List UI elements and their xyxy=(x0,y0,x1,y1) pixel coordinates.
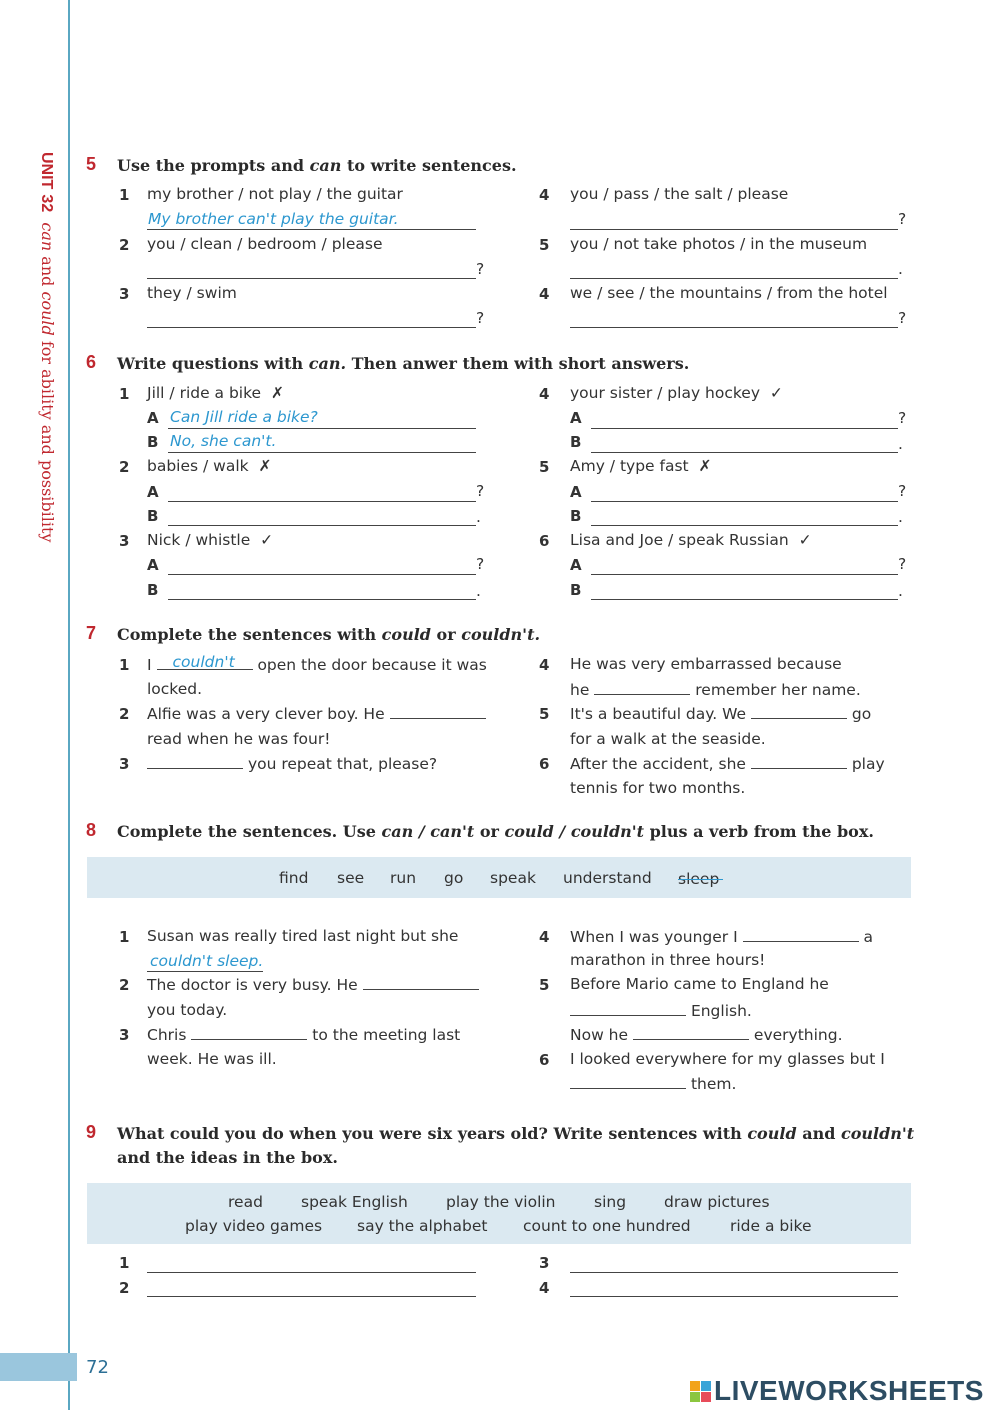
cross-icon: ✗ xyxy=(258,457,272,475)
example-answer: No, she can't. xyxy=(170,432,277,450)
ideas-box xyxy=(87,1183,911,1244)
prompt-text: you / clean / bedroom / please xyxy=(147,235,383,253)
item-number: 2 xyxy=(119,236,130,254)
prompt-text: my brother / not play / the guitar xyxy=(147,185,403,203)
fill-blank[interactable] xyxy=(594,680,690,695)
prompt-text: Jill / ride a bike ✗ xyxy=(147,384,284,402)
label-b: B xyxy=(147,581,159,599)
exercise-5-number: 5 xyxy=(86,154,97,174)
sentence-line: Susan was really tired last night but she xyxy=(147,927,459,945)
item-number: 2 xyxy=(119,705,130,723)
label-b: B xyxy=(570,581,582,599)
line-end-punct: ? xyxy=(898,555,907,573)
item-number: 2 xyxy=(119,976,130,994)
answer-line[interactable] xyxy=(591,428,898,429)
answer-line[interactable] xyxy=(147,1296,476,1297)
prompt-text: you / not take photos / in the museum xyxy=(570,235,868,253)
logo-icon xyxy=(690,1381,712,1403)
sentence-line: The doctor is very busy. He xyxy=(147,975,479,994)
item-number: 1 xyxy=(119,928,130,946)
liveworksheets-logo xyxy=(690,1375,984,1407)
answer-line[interactable] xyxy=(591,574,898,575)
answer-line[interactable] xyxy=(591,599,898,600)
line-end-punct: . xyxy=(898,508,903,526)
label-a: A xyxy=(147,409,159,427)
item-number: 4 xyxy=(539,928,550,946)
ideas-box-item: say the alphabet xyxy=(357,1217,488,1235)
answer-line[interactable] xyxy=(591,525,898,526)
exercise-9-instruction-line2: and the ideas in the box. xyxy=(117,1148,338,1167)
check-icon: ✓ xyxy=(798,531,812,549)
example-answer: Can Jill ride a bike? xyxy=(170,408,318,426)
prompt-text: they / swim xyxy=(147,284,237,302)
prompt-text: Amy / type fast ✗ xyxy=(570,457,712,475)
exercise-9-instruction: What could you do when you were six years old? Write sentences with could and couldn't xyxy=(117,1124,915,1143)
sentence-line: you repeat that, please? xyxy=(147,754,437,773)
item-number: 3 xyxy=(119,532,130,550)
sentence-line: English. xyxy=(570,1001,752,1020)
answer-line[interactable] xyxy=(570,278,898,279)
prompt-text: Nick / whistle ✓ xyxy=(147,531,274,549)
item-number: 5 xyxy=(539,458,550,476)
exercise-6-number: 6 xyxy=(86,352,97,372)
sentence-line: It's a beautiful day. We go xyxy=(570,705,872,723)
item-number: 4 xyxy=(539,186,550,204)
sentence-line: week. He was ill. xyxy=(147,1050,277,1068)
fill-blank[interactable] xyxy=(570,1074,686,1089)
item-number: 4 xyxy=(539,656,550,674)
item-number: 5 xyxy=(539,705,550,723)
ideas-box-item: speak English xyxy=(301,1193,408,1211)
page-number-bar xyxy=(0,1353,77,1381)
item-number: 2 xyxy=(119,458,130,476)
item-number: 4 xyxy=(539,285,550,303)
line-end-punct: ? xyxy=(476,309,485,327)
sentence-line: Now he everything. xyxy=(570,1026,843,1044)
answer-line[interactable] xyxy=(591,452,898,453)
word-box-item: speak xyxy=(490,869,536,887)
fill-blank[interactable] xyxy=(157,655,253,670)
answer-line[interactable] xyxy=(168,574,476,575)
item-number: 6 xyxy=(539,755,550,773)
line-end-punct: ? xyxy=(476,482,485,500)
sentence-line: read when he was four! xyxy=(147,730,331,748)
line-end-punct: . xyxy=(898,435,903,453)
sentence-line: tennis for two months. xyxy=(570,779,746,797)
sentence-line: I couldn't open the door because it was xyxy=(147,653,487,674)
prompt-text: Lisa and Joe / speak Russian ✓ xyxy=(570,531,812,549)
sentence-line: Chris to the meeting last xyxy=(147,1026,461,1044)
answer-line[interactable] xyxy=(168,525,476,526)
line-end-punct: ? xyxy=(898,482,907,500)
exercise-5-instruction: Use the prompts and can to write sentences. xyxy=(117,156,517,175)
page-number: 72 xyxy=(86,1357,109,1378)
sentence-line: marathon in three hours! xyxy=(570,951,766,969)
answer-line[interactable] xyxy=(147,327,476,328)
sentence-line: When I was younger I a xyxy=(570,928,874,946)
sentence-line: he remember her name. xyxy=(570,681,861,699)
label-a: A xyxy=(147,556,159,574)
word-box-item: see xyxy=(337,869,365,887)
example-answer: couldn't sleep. xyxy=(150,952,264,970)
label-b: B xyxy=(570,433,582,451)
sentence-line: After the accident, she play xyxy=(570,755,885,773)
label-a: A xyxy=(570,556,582,574)
word-box xyxy=(87,857,911,898)
unit-side-title: UNIT 32 can and could for ability and possibility xyxy=(38,152,57,543)
answer-line[interactable] xyxy=(168,452,476,453)
fill-blank[interactable] xyxy=(751,704,847,719)
item-number: 1 xyxy=(119,1254,130,1272)
ideas-box-item: count to one hundred xyxy=(523,1217,691,1235)
logo-text: LIVEWORKSHEETS xyxy=(714,1375,984,1406)
fill-blank[interactable] xyxy=(191,1025,307,1040)
fill-blank[interactable] xyxy=(390,704,486,719)
line-end-punct: ? xyxy=(898,309,907,327)
sentence-line: locked. xyxy=(147,680,203,698)
word-box-item-used: sleep xyxy=(678,870,720,888)
ideas-box-item: sing xyxy=(594,1193,627,1211)
label-a: A xyxy=(147,483,159,501)
check-icon: ✓ xyxy=(769,384,783,402)
ideas-box-item: draw pictures xyxy=(664,1193,770,1211)
sentence-line: I looked everywhere for my glasses but I xyxy=(570,1050,885,1068)
exercise-6-instruction: Write questions with can. Then anwer them with short answers. xyxy=(117,354,690,373)
prompt-text: you / pass / the salt / please xyxy=(570,185,789,203)
item-number: 4 xyxy=(539,385,550,403)
answer-line[interactable] xyxy=(570,1296,898,1297)
exercise-9-number: 9 xyxy=(86,1122,97,1142)
label-b: B xyxy=(147,507,159,525)
word-box-item: understand xyxy=(563,869,652,887)
answer-line[interactable] xyxy=(168,599,476,600)
item-number: 3 xyxy=(119,755,130,773)
answer-line[interactable] xyxy=(570,327,898,328)
sentence-line: Alfie was a very clever boy. He xyxy=(147,704,486,723)
answer-line[interactable] xyxy=(168,428,476,429)
item-number: 3 xyxy=(119,1026,130,1044)
line-end-punct: . xyxy=(898,260,903,278)
answer-line[interactable] xyxy=(147,1272,476,1273)
example-answer: couldn't xyxy=(172,653,235,671)
answer-line[interactable] xyxy=(591,501,898,502)
line-end-punct: ? xyxy=(476,260,485,278)
prompt-text: your sister / play hockey ✓ xyxy=(570,384,783,402)
prompt-text: we / see / the mountains / from the hotel xyxy=(570,284,888,302)
exercise-7-number: 7 xyxy=(86,623,97,643)
label-a: A xyxy=(570,409,582,427)
item-number: 4 xyxy=(539,1279,550,1297)
margin-rule xyxy=(68,0,70,1410)
ideas-box-item: ride a bike xyxy=(730,1217,812,1235)
item-number: 5 xyxy=(539,976,550,994)
check-icon: ✓ xyxy=(260,531,274,549)
fill-blank[interactable] xyxy=(570,1001,686,1016)
label-b: B xyxy=(570,507,582,525)
cross-icon: ✗ xyxy=(270,384,284,402)
ideas-box-item: play the violin xyxy=(446,1193,556,1211)
ideas-box-item: play video games xyxy=(185,1217,323,1235)
fill-blank[interactable] xyxy=(743,927,859,942)
exercise-8-instruction: Complete the sentences. Use can / can't or could / couldn't plus a verb from the box. xyxy=(117,822,874,841)
fill-blank[interactable] xyxy=(147,754,243,769)
answer-line[interactable] xyxy=(147,971,263,972)
prompt-text: babies / walk ✗ xyxy=(147,457,272,475)
item-number: 3 xyxy=(539,1254,550,1272)
item-number: 1 xyxy=(119,656,130,674)
answer-line[interactable] xyxy=(168,501,476,502)
answer-line[interactable] xyxy=(147,229,476,230)
item-number: 6 xyxy=(539,1051,550,1069)
answer-line[interactable] xyxy=(570,1272,898,1273)
sentence-line: for a walk at the seaside. xyxy=(570,730,766,748)
ideas-box-item: read xyxy=(228,1193,263,1211)
line-end-punct: . xyxy=(476,582,481,600)
word-box-item: go xyxy=(444,869,464,887)
sentence-line: them. xyxy=(570,1074,736,1093)
cross-icon: ✗ xyxy=(698,457,712,475)
item-number: 1 xyxy=(119,385,130,403)
item-number: 5 xyxy=(539,236,550,254)
answer-line[interactable] xyxy=(570,229,898,230)
sentence-line: Before Mario came to England he xyxy=(570,975,829,993)
line-end-punct: . xyxy=(898,582,903,600)
label-b: B xyxy=(147,433,159,451)
line-end-punct: ? xyxy=(898,409,907,427)
item-number: 6 xyxy=(539,532,550,550)
line-end-punct: ? xyxy=(476,555,485,573)
sentence-line: you today. xyxy=(147,1001,228,1019)
line-end-punct: ? xyxy=(898,210,907,228)
item-number: 2 xyxy=(119,1279,130,1297)
word-box-item: find xyxy=(279,869,309,887)
label-a: A xyxy=(570,483,582,501)
fill-blank[interactable] xyxy=(751,754,847,769)
sentence-line: He was very embarrassed because xyxy=(570,655,842,673)
item-number: 1 xyxy=(119,186,130,204)
item-number: 3 xyxy=(119,285,130,303)
example-answer: My brother can't play the guitar. xyxy=(148,210,399,228)
exercise-7-instruction: Complete the sentences with could or couldn't. xyxy=(117,625,541,644)
fill-blank[interactable] xyxy=(633,1025,749,1040)
fill-blank[interactable] xyxy=(363,975,479,990)
line-end-punct: . xyxy=(476,508,481,526)
answer-line[interactable] xyxy=(147,278,476,279)
word-box-item: run xyxy=(390,869,417,887)
exercise-8-number: 8 xyxy=(86,820,97,840)
